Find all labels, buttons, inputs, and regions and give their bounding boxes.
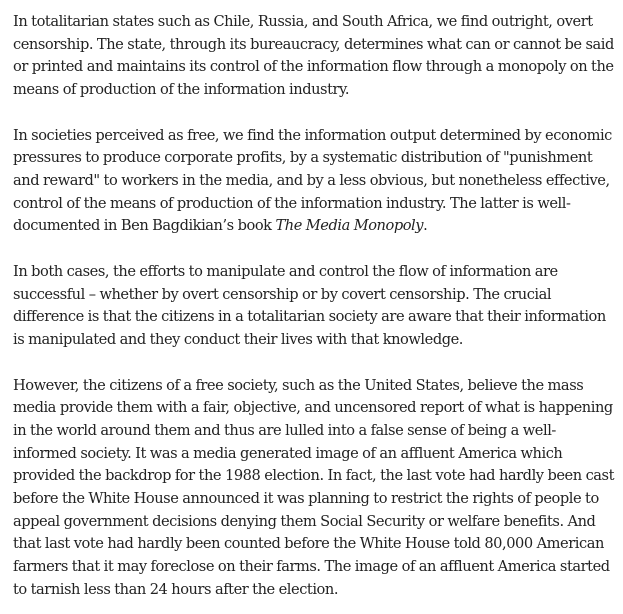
paragraph-free-societies (13, 125, 619, 239)
book-title: The Media Monopoly (275, 217, 424, 235)
paragraph-text: In societies perceived as free, we find the information output determined by economic pressures to produce corporate profits, by a systematic distribution of "punishment and reward" to workers in the media, and by a less obvious, but nonetheless effective, control of the means of production of the information industry. The latter is well-documented in Ben Bagdikian’s book (13, 126, 612, 235)
paragraph-united-states: However, the citizens of a free society, such as the United States, believe the mass media provide them with a fair, objective, and uncensored report of what is happening in the world around them and thus are lulled into a false sense of being a well-informed society. It was a media generated image of an affluent America which provided the backdrop for the 1988 election. In fact, the last vote had hardly been cast before the White House announced it was planning to restrict the rights of people to appeal government decisions denying them Social Security or welfare benefits. And that last vote had hardly been counted before the White House told 80,000 American farmers that it may foreclose on their farms. The image of an affluent America started to tarnish less than 24 hours after the election. (13, 376, 615, 598)
paragraph-text-end: . (423, 217, 428, 235)
paragraph-totalitarian-censorship: In totalitarian states such as Chile, Russia, and South Africa, we find outright, overt censorship. The state, through its bureaucracy, determines what can or cannot be said or printed and maintains its control of the information flow through a monopoly on the means of production of the information industry. (13, 13, 614, 99)
paragraph-both-cases: In both cases, the efforts to manipulate and control the flow of information are successful – whether by overt censorship or by covert censorship. The crucial difference is that the citizens in a totalitarian society are aware that their information is manipulated and they conduct their lives with that knowledge. (13, 262, 606, 349)
